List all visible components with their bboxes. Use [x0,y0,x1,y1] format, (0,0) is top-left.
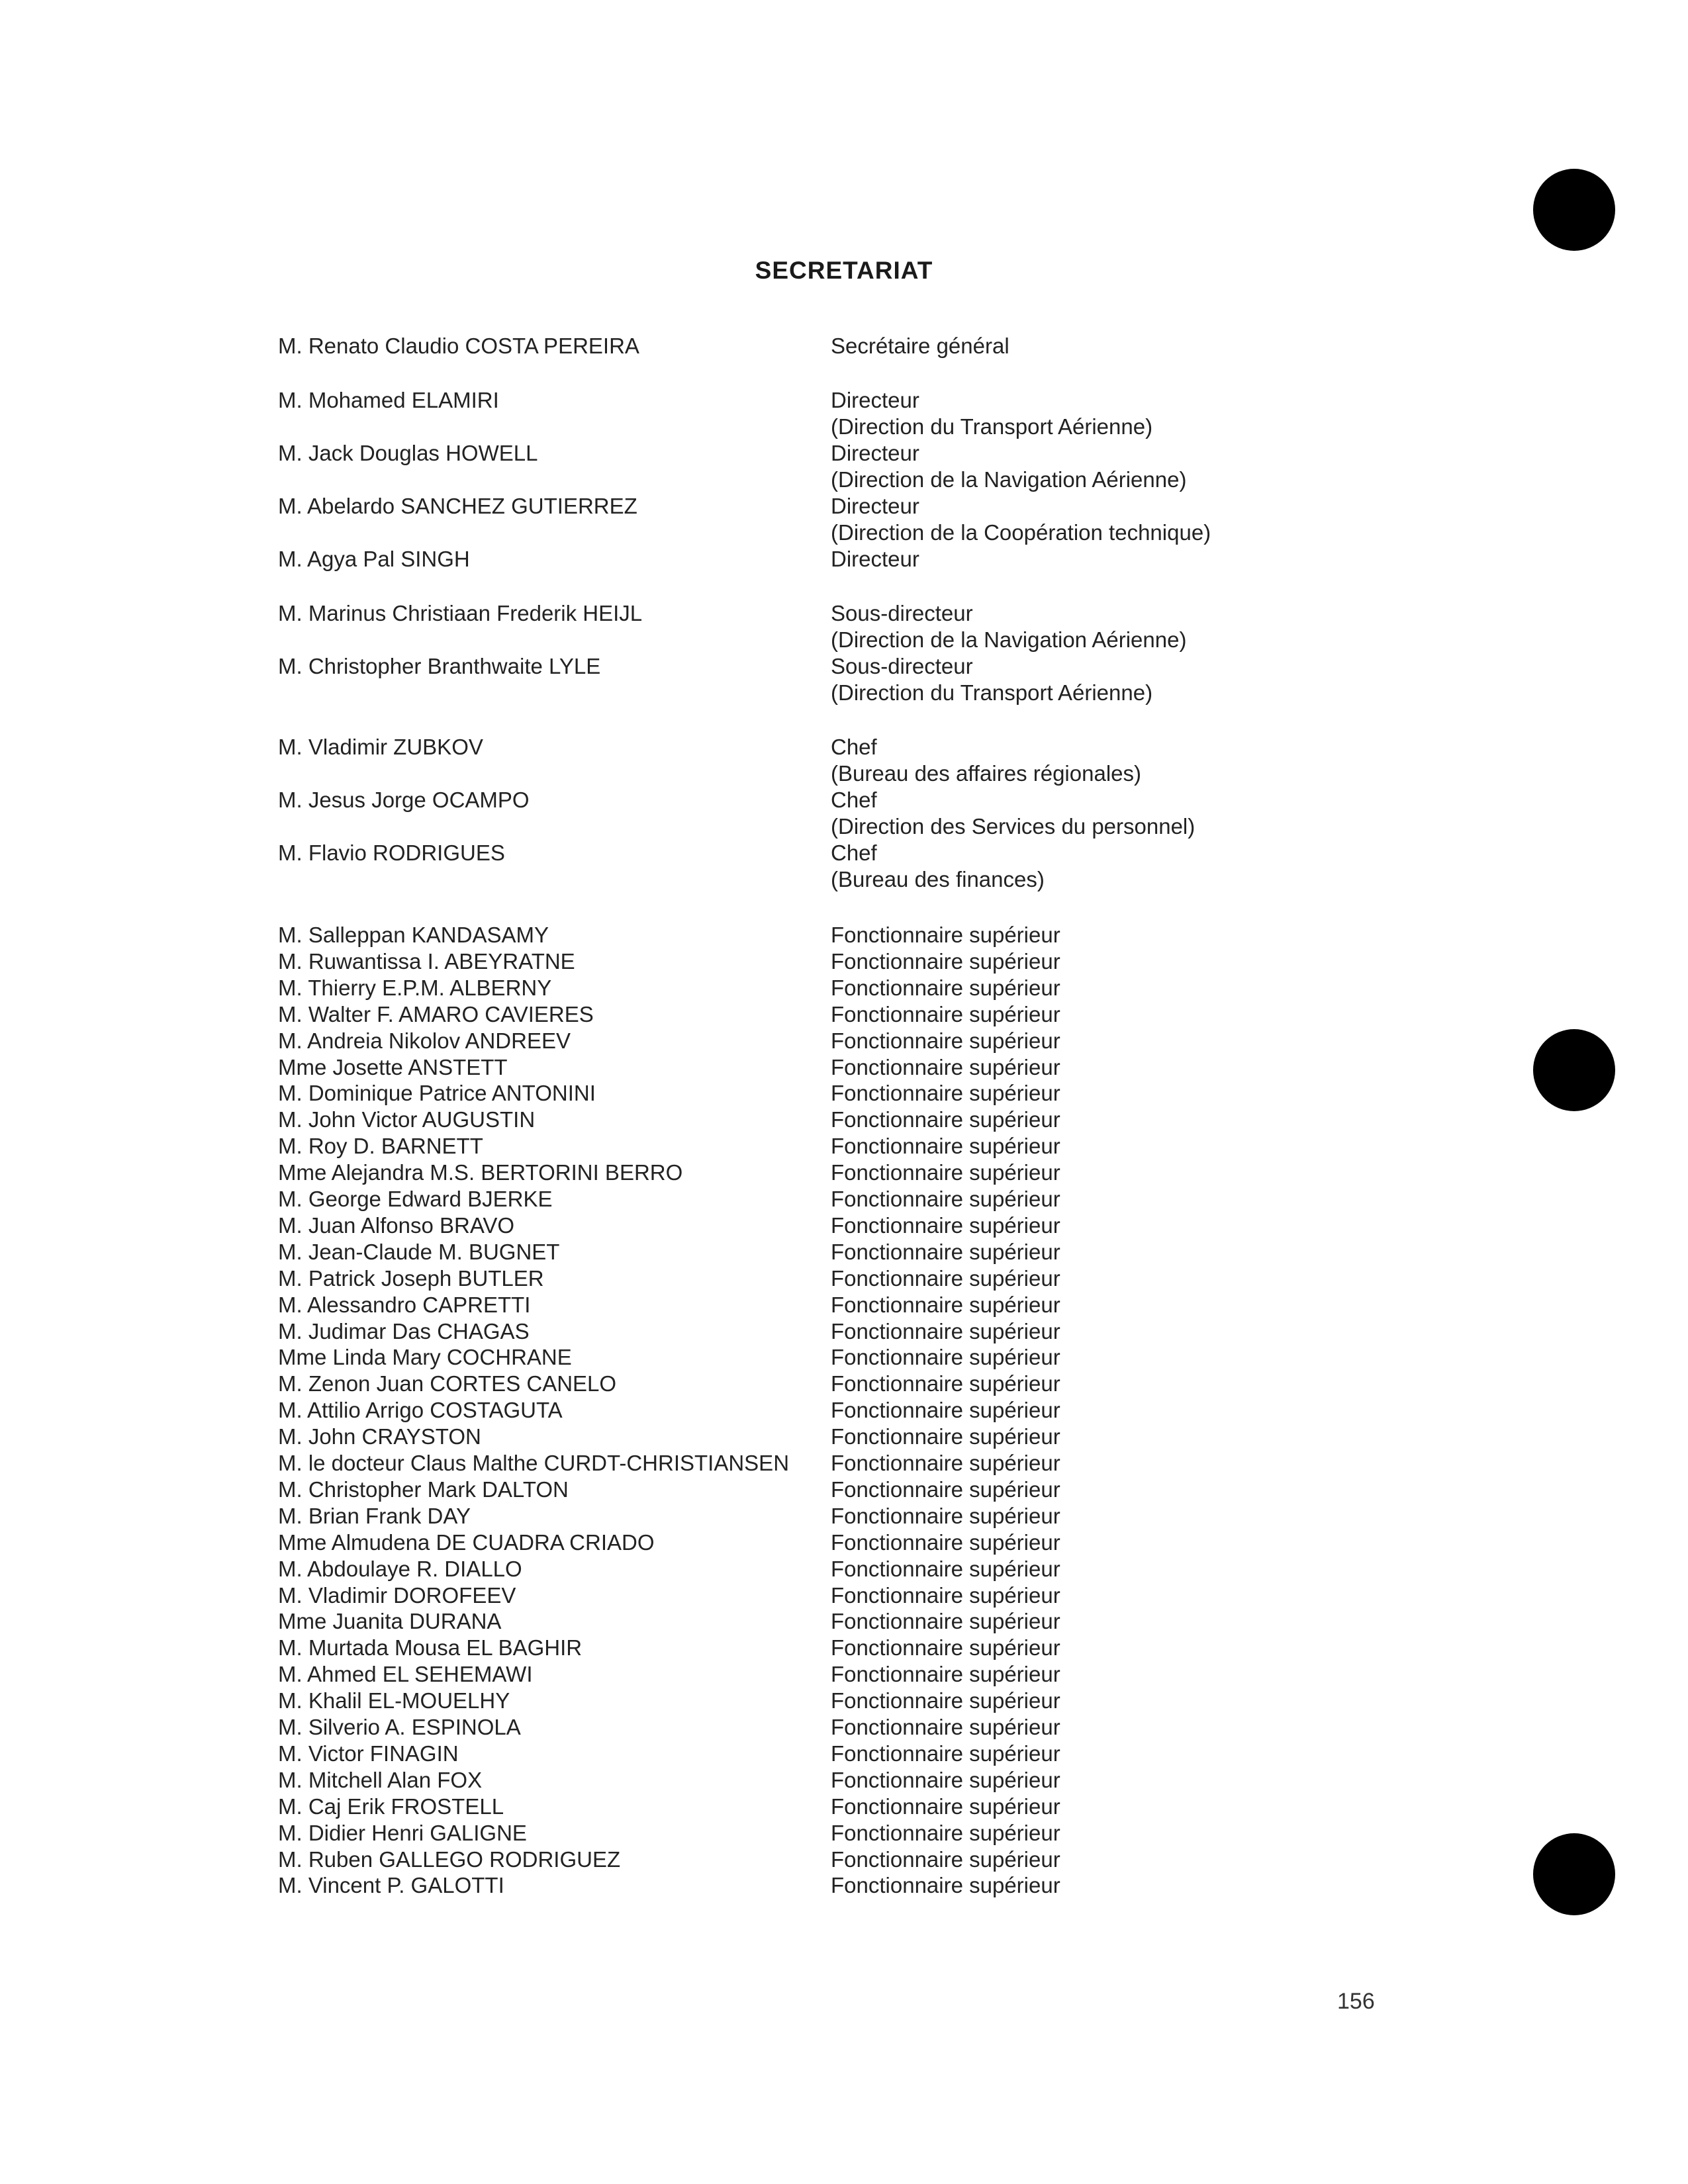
list-item [0,734,1688,763]
person-name: M. Vladimir DOROFEEV [278,1583,516,1608]
list-item [0,1529,1688,1559]
person-role: Fonctionnaire supérieur [831,1107,1060,1132]
list-item [0,520,1688,549]
person-role: Fonctionnaire supérieur [831,1794,1060,1819]
list-item [0,840,1688,869]
person-name: M. Jack Douglas HOWELL [278,441,538,465]
list-item [0,627,1688,656]
person-role: Fonctionnaire supérieur [831,1293,1060,1317]
person-role: Fonctionnaire supérieur [831,1583,1060,1608]
list-item [0,813,1688,842]
person-role: Fonctionnaire supérieur [831,1847,1060,1872]
person-name: M. Vincent P. GALOTTI [278,1873,504,1897]
person-role: Fonctionnaire supérieur [831,1451,1060,1475]
person-role: Directeur [831,441,919,465]
page-number: 156 [1337,1989,1375,2014]
list-item [0,1846,1688,1876]
person-name: M. Victor FINAGIN [278,1741,459,1766]
list-item [0,1028,1688,1057]
person-role: Fonctionnaire supérieur [831,1002,1060,1026]
person-name: Mme Juanita DURANA [278,1609,502,1633]
person-name: M. Walter F. AMARO CAVIERES [278,1002,594,1026]
list-item [0,1794,1688,1823]
list-item [0,1661,1688,1690]
list-item [0,1767,1688,1796]
person-role: Fonctionnaire supérieur [831,1398,1060,1422]
person-role: (Direction du Transport Aérienne) [831,680,1153,705]
list-item [0,1133,1688,1162]
list-item [0,1397,1688,1426]
person-role: Fonctionnaire supérieur [831,1240,1060,1264]
person-name: M. Flavio RODRIGUES [278,841,505,865]
person-name: Mme Josette ANSTETT [278,1055,508,1079]
person-name: M. John CRAYSTON [278,1424,481,1449]
person-role: Fonctionnaire supérieur [831,949,1060,974]
person-role: Directeur [831,547,919,571]
person-role: Chef [831,735,877,759]
person-role: (Direction de la Navigation Aérienne) [831,627,1187,652]
person-name: M. Jesus Jorge OCAMPO [278,788,530,812]
list-item [0,387,1688,416]
list-item [0,1688,1688,1717]
person-name: M. Agya Pal SINGH [278,547,470,571]
person-role: Fonctionnaire supérieur [831,1187,1060,1211]
person-name: M. Judimar Das CHAGAS [278,1319,530,1343]
list-item [0,1001,1688,1030]
person-role: Fonctionnaire supérieur [831,1768,1060,1792]
person-role: Fonctionnaire supérieur [831,1081,1060,1105]
list-item [0,546,1688,575]
list-item [0,1239,1688,1268]
list-item [0,1265,1688,1295]
person-role: Fonctionnaire supérieur [831,1557,1060,1581]
person-role: Fonctionnaire supérieur [831,1635,1060,1660]
list-item [0,493,1688,522]
list-item [0,1477,1688,1506]
list-item [0,866,1688,895]
list-item [0,1344,1688,1373]
person-name: M. George Edward BJERKE [278,1187,553,1211]
person-name: M. Andreia Nikolov ANDREEV [278,1028,571,1053]
person-name: M. Roy D. BARNETT [278,1134,483,1158]
person-name: M. Silverio A. ESPINOLA [278,1715,521,1739]
punch-hole [1533,169,1615,251]
person-role: Fonctionnaire supérieur [831,1160,1060,1185]
person-role: Sous-directeur [831,654,973,678]
person-role: Fonctionnaire supérieur [831,1424,1060,1449]
list-item [0,1503,1688,1532]
list-item [0,1186,1688,1215]
person-name: Mme Alejandra M.S. BERTORINI BERRO [278,1160,683,1185]
person-name: M. Christopher Mark DALTON [278,1477,569,1502]
person-name: M. Marinus Christiaan Frederik HEIJL [278,601,643,625]
person-name: M. Patrick Joseph BUTLER [278,1266,544,1291]
list-item [0,922,1688,951]
list-item [0,1107,1688,1136]
person-name: M. Renato Claudio COSTA PEREIRA [278,334,639,358]
person-role: Fonctionnaire supérieur [831,1055,1060,1079]
list-item [0,1212,1688,1242]
person-role: (Direction de la Navigation Aérienne) [831,467,1187,492]
person-role: Fonctionnaire supérieur [831,1688,1060,1713]
person-role: Fonctionnaire supérieur [831,976,1060,1000]
person-role: (Direction du Transport Aérienne) [831,414,1153,439]
list-item [0,467,1688,496]
list-item [0,1371,1688,1400]
person-role: Fonctionnaire supérieur [831,1371,1060,1396]
list-item [0,1292,1688,1321]
list-item [0,1714,1688,1743]
list-item [0,1608,1688,1637]
list-item [0,653,1688,682]
list-item [0,1741,1688,1770]
person-name: M. Mitchell Alan FOX [278,1768,483,1792]
list-item [0,1820,1688,1849]
person-name: M. Juan Alfonso BRAVO [278,1213,515,1238]
person-name: Mme Almudena DE CUADRA CRIADO [278,1530,655,1555]
person-name: M. Alessandro CAPRETTI [278,1293,531,1317]
list-item [0,1582,1688,1612]
person-name: M. Brian Frank DAY [278,1504,471,1528]
person-role: Fonctionnaire supérieur [831,1028,1060,1053]
person-name: M. Thierry E.P.M. ALBERNY [278,976,552,1000]
person-role: Fonctionnaire supérieur [831,1741,1060,1766]
person-role: Directeur [831,388,919,412]
person-role: Fonctionnaire supérieur [831,1134,1060,1158]
person-name: M. Ahmed EL SEHEMAWI [278,1662,533,1686]
person-name: M. Didier Henri GALIGNE [278,1821,527,1845]
list-item [0,760,1688,790]
person-name: M. Ruben GALLEGO RODRIGUEZ [278,1847,621,1872]
person-role: Fonctionnaire supérieur [831,1213,1060,1238]
person-name: M. Caj Erik FROSTELL [278,1794,504,1819]
person-role: Fonctionnaire supérieur [831,1345,1060,1369]
person-role: Chef [831,788,877,812]
person-name: M. le docteur Claus Malthe CURDT-CHRISTIANSEN [278,1451,790,1475]
person-role: Fonctionnaire supérieur [831,1530,1060,1555]
person-role: Fonctionnaire supérieur [831,1266,1060,1291]
person-name: M. Dominique Patrice ANTONINI [278,1081,596,1105]
person-name: M. Jean-Claude M. BUGNET [278,1240,560,1264]
list-item [0,1318,1688,1347]
person-role: Sous-directeur [831,601,973,625]
page-title: SECRETARIAT [755,257,933,284]
person-role: (Direction des Services du personnel) [831,814,1196,839]
person-role: Fonctionnaire supérieur [831,1662,1060,1686]
person-role: Directeur [831,494,919,518]
person-role: Fonctionnaire supérieur [831,1873,1060,1897]
list-item [0,333,1688,362]
person-role: Fonctionnaire supérieur [831,923,1060,947]
list-item [0,1424,1688,1453]
list-item [0,975,1688,1004]
person-name: M. Vladimir ZUBKOV [278,735,483,759]
person-name: Mme Linda Mary COCHRANE [278,1345,572,1369]
person-role: Secrétaire général [831,334,1009,358]
list-item [0,1556,1688,1585]
list-item [0,1160,1688,1189]
person-role: Chef [831,841,877,865]
person-name: M. Abdoulaye R. DIALLO [278,1557,522,1581]
person-role: (Bureau des finances) [831,867,1045,891]
person-role: Fonctionnaire supérieur [831,1477,1060,1502]
list-item [0,1635,1688,1664]
person-name: M. Ruwantissa I. ABEYRATNE [278,949,575,974]
list-item [0,680,1688,709]
person-name: M. Khalil EL-MOUELHY [278,1688,510,1713]
person-role: Fonctionnaire supérieur [831,1609,1060,1633]
person-role: Fonctionnaire supérieur [831,1319,1060,1343]
list-item [0,1872,1688,1901]
person-name: M. Zenon Juan CORTES CANELO [278,1371,617,1396]
list-item [0,600,1688,629]
list-item [0,948,1688,978]
person-role: Fonctionnaire supérieur [831,1504,1060,1528]
person-name: M. Christopher Branthwaite LYLE [278,654,601,678]
person-name: M. Mohamed ELAMIRI [278,388,499,412]
person-role: Fonctionnaire supérieur [831,1715,1060,1739]
person-role: (Direction de la Coopération technique) [831,520,1211,545]
list-item [0,1080,1688,1109]
list-item [0,414,1688,443]
list-item [0,1450,1688,1479]
person-name: M. John Victor AUGUSTIN [278,1107,536,1132]
person-name: M. Salleppan KANDASAMY [278,923,549,947]
list-item [0,1054,1688,1083]
list-item [0,787,1688,816]
person-role: (Bureau des affaires régionales) [831,761,1141,786]
list-item [0,440,1688,469]
person-role: Fonctionnaire supérieur [831,1821,1060,1845]
person-name: M. Murtada Mousa EL BAGHIR [278,1635,583,1660]
person-name: M. Attilio Arrigo COSTAGUTA [278,1398,563,1422]
person-name: M. Abelardo SANCHEZ GUTIERREZ [278,494,637,518]
